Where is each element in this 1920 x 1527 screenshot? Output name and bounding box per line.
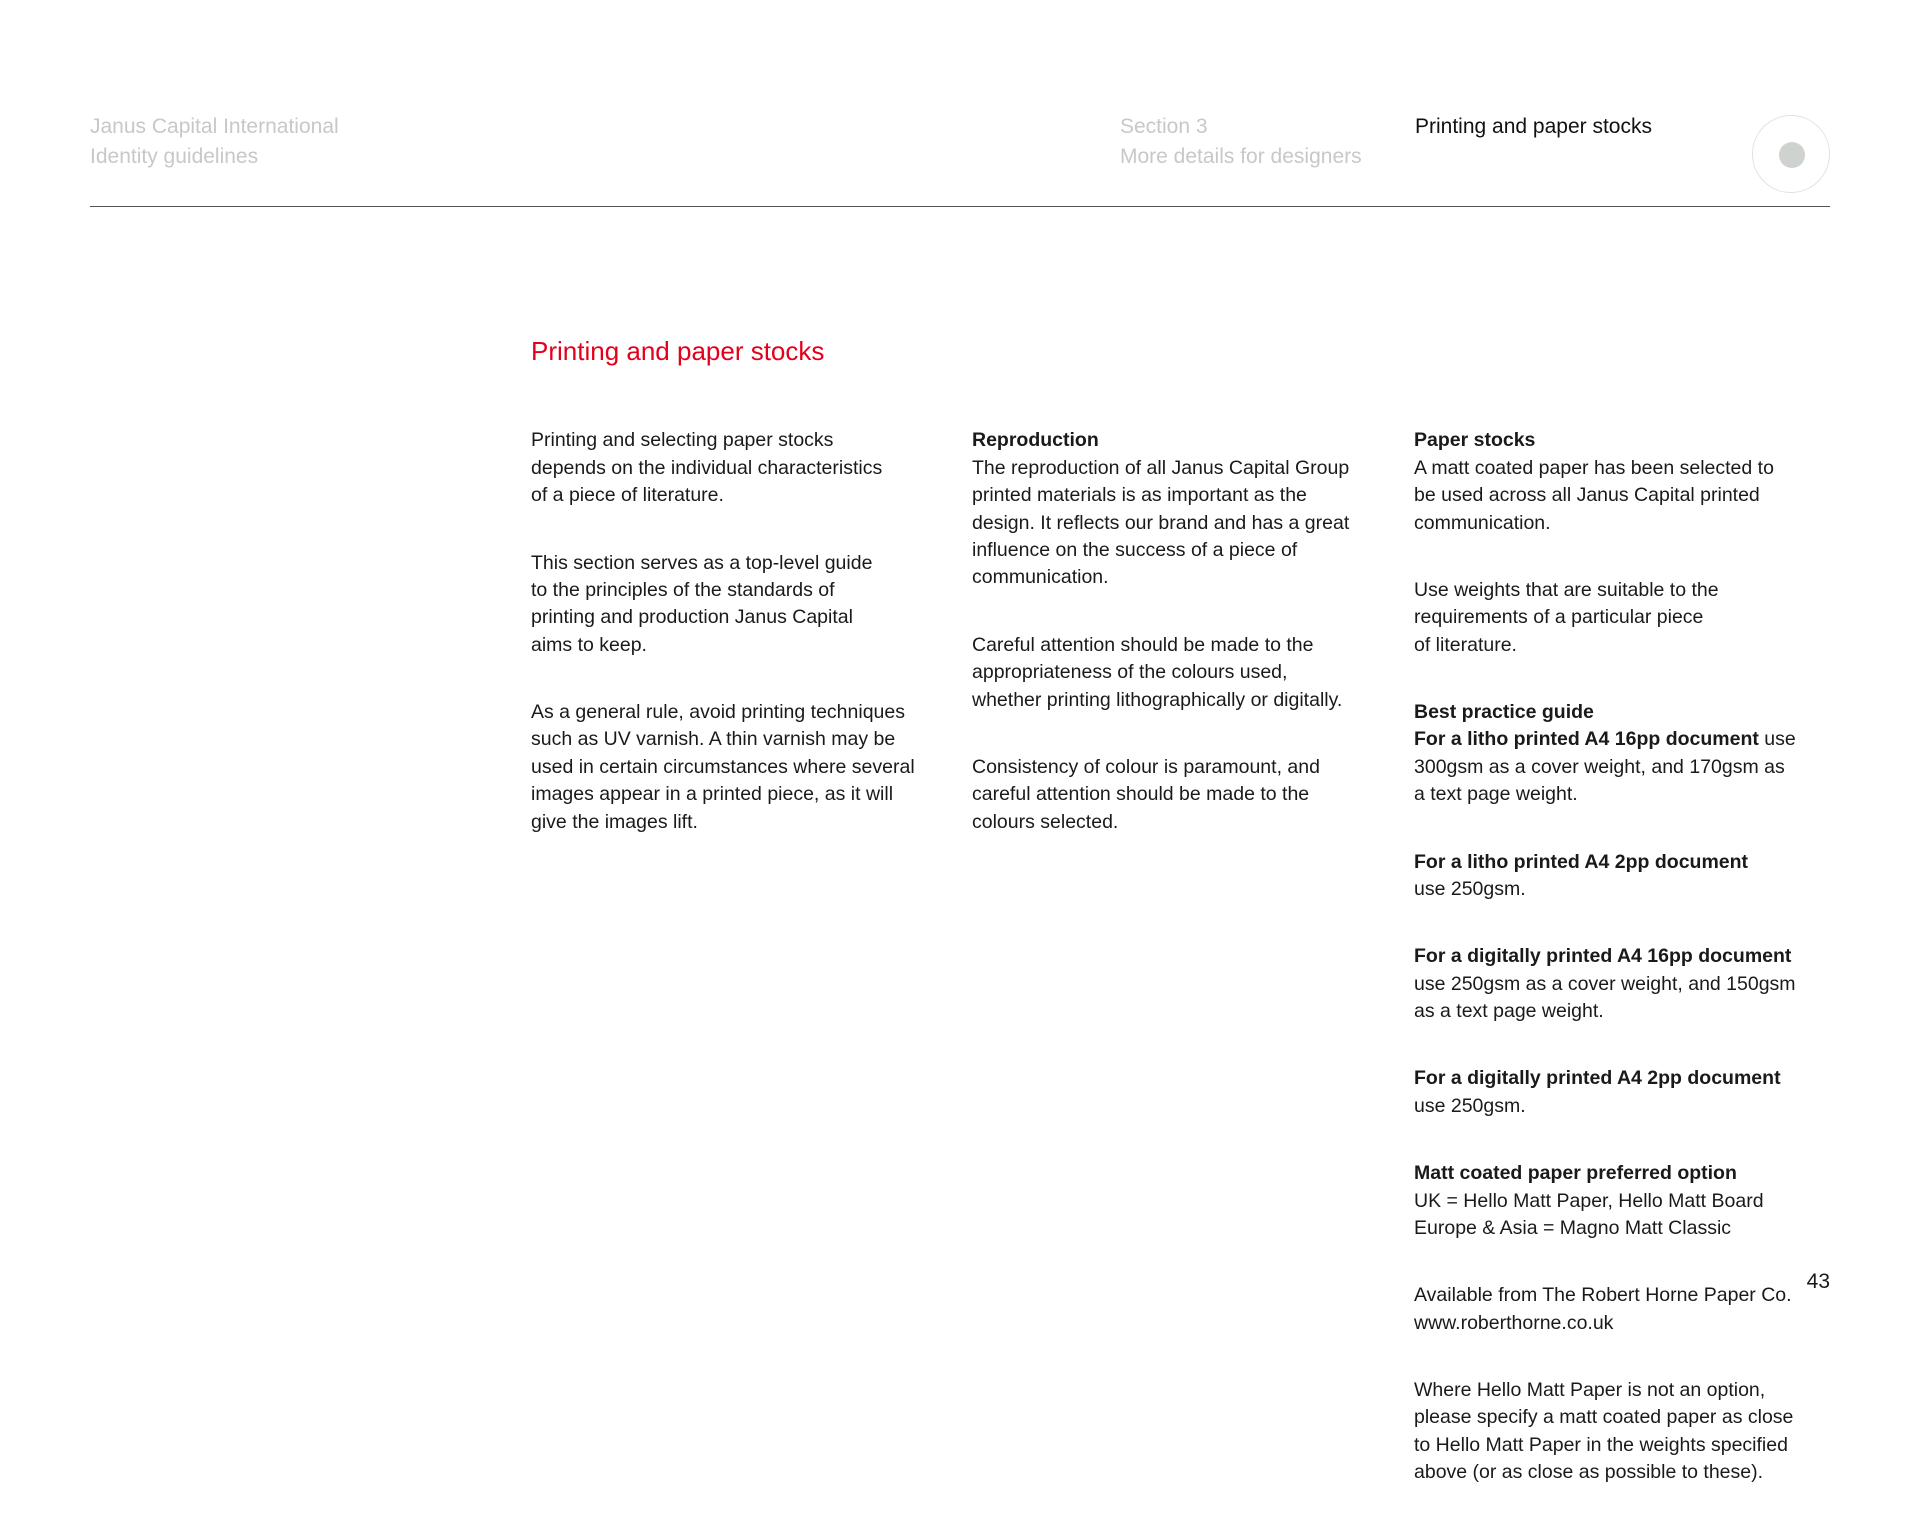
paragraph: Where Hello Matt Paper is not an option, please specify a matt coated paper as close to Hello Matt Paper in the weights specified above (or as close as possible to these). [1414,1379,1794,1484]
dot-icon [1779,142,1805,168]
section-header [1120,112,1362,172]
guide-item-title: For a digitally printed A4 2pp document [1414,1067,1781,1090]
paragraph: UK = Hello Matt Paper, Hello Matt Board Europe & Asia = Magno Matt Classic [1414,1189,1764,1239]
guide-item-text: use 250gsm. [1414,1094,1526,1117]
heading-reproduction: Reproduction [972,429,1099,452]
paragraph: Use weights that are suitable to the requirements of a particular piece of literature. [1414,578,1719,656]
paragraph: Consistency of colour is paramount, and careful attention should be made to the colours selected. [972,755,1320,833]
heading-paper-stocks: Paper stocks [1414,429,1536,452]
paragraph: The reproduction of all Janus Capital Group printed materials is as important as the design. It reflects our brand and has a great influence on the success of a piece of communication. [972,456,1350,589]
page-number: 43 [1806,1270,1830,1293]
section-number: Section 3 [1120,115,1208,138]
guide-item-title: For a litho printed A4 16pp document [1414,728,1759,751]
heading-matt-coated: Matt coated paper preferred option [1414,1162,1737,1185]
paragraph: As a general rule, avoid printing techniques such as UV varnish. A thin varnish may be used in certain circumstances where several images appear in a printed piece, as it will give the images lift. [531,701,915,833]
paragraph: Printing and selecting paper stocks depends on the individual characteristics of a piece of literature. [531,429,883,507]
paragraph: A matt coated paper has been selected to be used across all Janus Capital printed communication. [1414,456,1774,534]
company-name: Janus Capital International [90,115,339,138]
guide-item-title: For a litho printed A4 2pp document [1414,850,1749,873]
section-name: More details for designers [1120,145,1362,168]
heading-best-practice: Best practice guide [1414,701,1594,724]
column-intro [531,400,951,876]
paragraph: Careful attention should be made to the appropriateness of the colours used, whether printing lithographically or digitally. [972,633,1343,711]
header-divider [90,206,1830,207]
brand-header [90,112,339,172]
document-name: Identity guidelines [90,145,259,168]
page-title: Printing and paper stocks [531,336,825,366]
guide-item-text: use 250gsm. [1414,878,1526,900]
guide-item-text: use 300gsm as a cover weight, and 170gsm as a text page weight. [1414,728,1796,806]
guide-item-text: use 250gsm as a cover weight, and 150gsm as a text page weight. [1414,972,1796,1023]
paragraph: This section serves as a top-level guide to the principles of the standards of printing and production Janus Capital aims to keep. [531,551,873,656]
guide-item-title: For a digitally printed A4 16pp document [1414,945,1792,968]
header-page-title: Printing and paper stocks [1415,115,1652,138]
supplier-url[interactable]: www.roberthorne.co.uk [1414,1311,1614,1334]
column-reproduction [972,400,1392,876]
navigation-circle-icon[interactable] [1752,115,1830,193]
supplier-text: Available from The Robert Horne Paper Co. [1414,1284,1792,1307]
